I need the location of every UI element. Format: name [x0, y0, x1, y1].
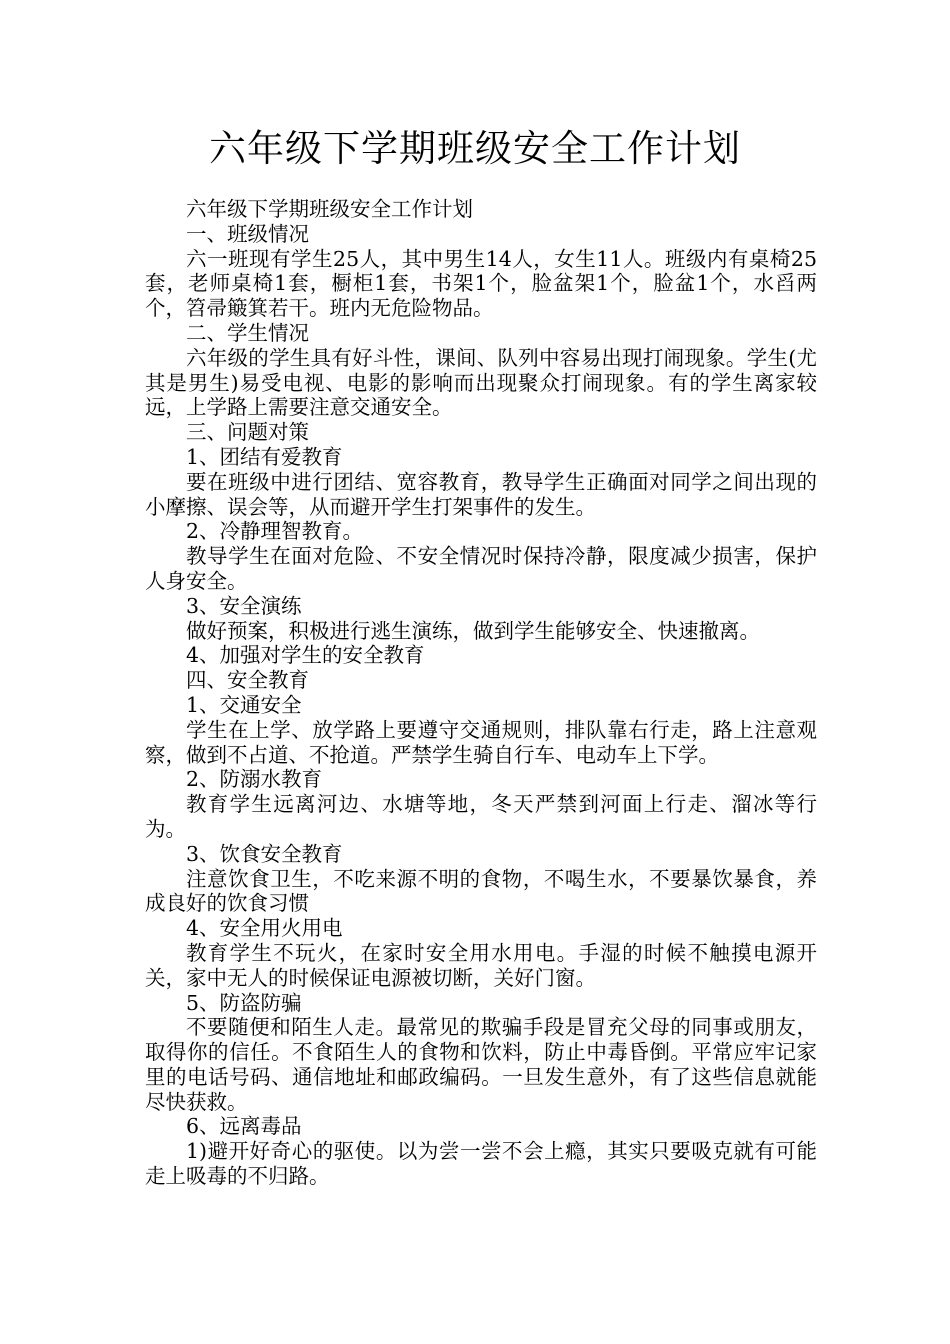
paragraph: 教育学生不玩火，在家时安全用水用电。手湿的时候不触摸电源开关，家中无人的时候保证电源被切断，关好门窗。	[145, 940, 817, 990]
paragraph: 四、安全教育	[186, 668, 309, 693]
paragraph: 1、团结有爱教育	[186, 444, 343, 469]
paragraph: 做好预案，积极进行逃生演练，做到学生能够安全、快速撤离。	[186, 618, 760, 643]
paragraph: 教育学生远离河边、水塘等地，冬天严禁到河面上行走、溜冰等行为。	[145, 792, 817, 841]
paragraph: 4、安全用火用电	[186, 916, 343, 941]
paragraph: 教导学生在面对危险、不安全情况时保持冷静，限度减少损害，保护人身安全。	[145, 544, 817, 593]
paragraph: 6、远离毒品	[186, 1114, 302, 1139]
paragraph: 4、加强对学生的安全教育	[186, 643, 425, 668]
paragraph: 六一班现有学生25人，其中男生14人，女生11人。班级内有桌椅25套，老师桌椅1套，橱柜1套，书架1个，脸盆架1个，脸盆1个，水舀两个，笤帚簸箕若干。班内无危险物品。	[145, 246, 817, 321]
paragraph: 学生在上学、放学路上要遵守交通规则，排队靠右行走，路上注意观察，做到不占道、不抢道。严禁学生骑自行车、电动车上下学。	[145, 717, 817, 767]
paragraph: 1)避开好奇心的驱使。以为尝一尝不会上瘾，其实只要吸克就有可能走上吸毒的不归路。	[145, 1139, 817, 1189]
paragraph: 三、问题对策	[186, 420, 309, 445]
paragraph: 六年级的学生具有好斗性，课间、队列中容易出现打闹现象。学生(尤其是男生)易受电视、电影的影响而出现聚众打闹现象。有的学生离家较远，上学路上需要注意交通安全。	[145, 345, 817, 420]
paragraph: 六年级下学期班级安全工作计划	[186, 197, 473, 221]
paragraph: 5、防盗防骗	[186, 990, 302, 1015]
document-body	[145, 197, 817, 1189]
paragraph: 3、饮食安全教育	[186, 841, 343, 866]
paragraph: 3、安全演练	[186, 593, 302, 618]
paragraph: 2、防溺水教育	[186, 767, 323, 792]
paragraph: 不要随便和陌生人走。最常见的欺骗手段是冒充父母的同事或朋友，取得你的信任。不食陌生人的食物和饮料，防止中毒昏倒。平常应牢记家里的电话号码、通信地址和邮政编码。一旦发生意外，有了这些信息就能尽快获救。	[145, 1015, 817, 1114]
paragraph: 要在班级中进行团结、宽容教育，教导学生正确面对同学之间出现的小摩擦、误会等，从而避开学生打架事件的发生。	[145, 469, 817, 519]
paragraph: 2、冷静理智教育。	[186, 519, 364, 544]
document-title: 六年级下学期班级安全工作计划	[209, 127, 741, 170]
paragraph: 注意饮食卫生，不吃来源不明的食物，不喝生水，不要暴饮暴食，养成良好的饮食习惯	[145, 866, 817, 916]
paragraph: 1、交通安全	[186, 692, 302, 717]
paragraph: 二、学生情况	[186, 320, 309, 345]
paragraph: 一、班级情况	[186, 221, 309, 246]
